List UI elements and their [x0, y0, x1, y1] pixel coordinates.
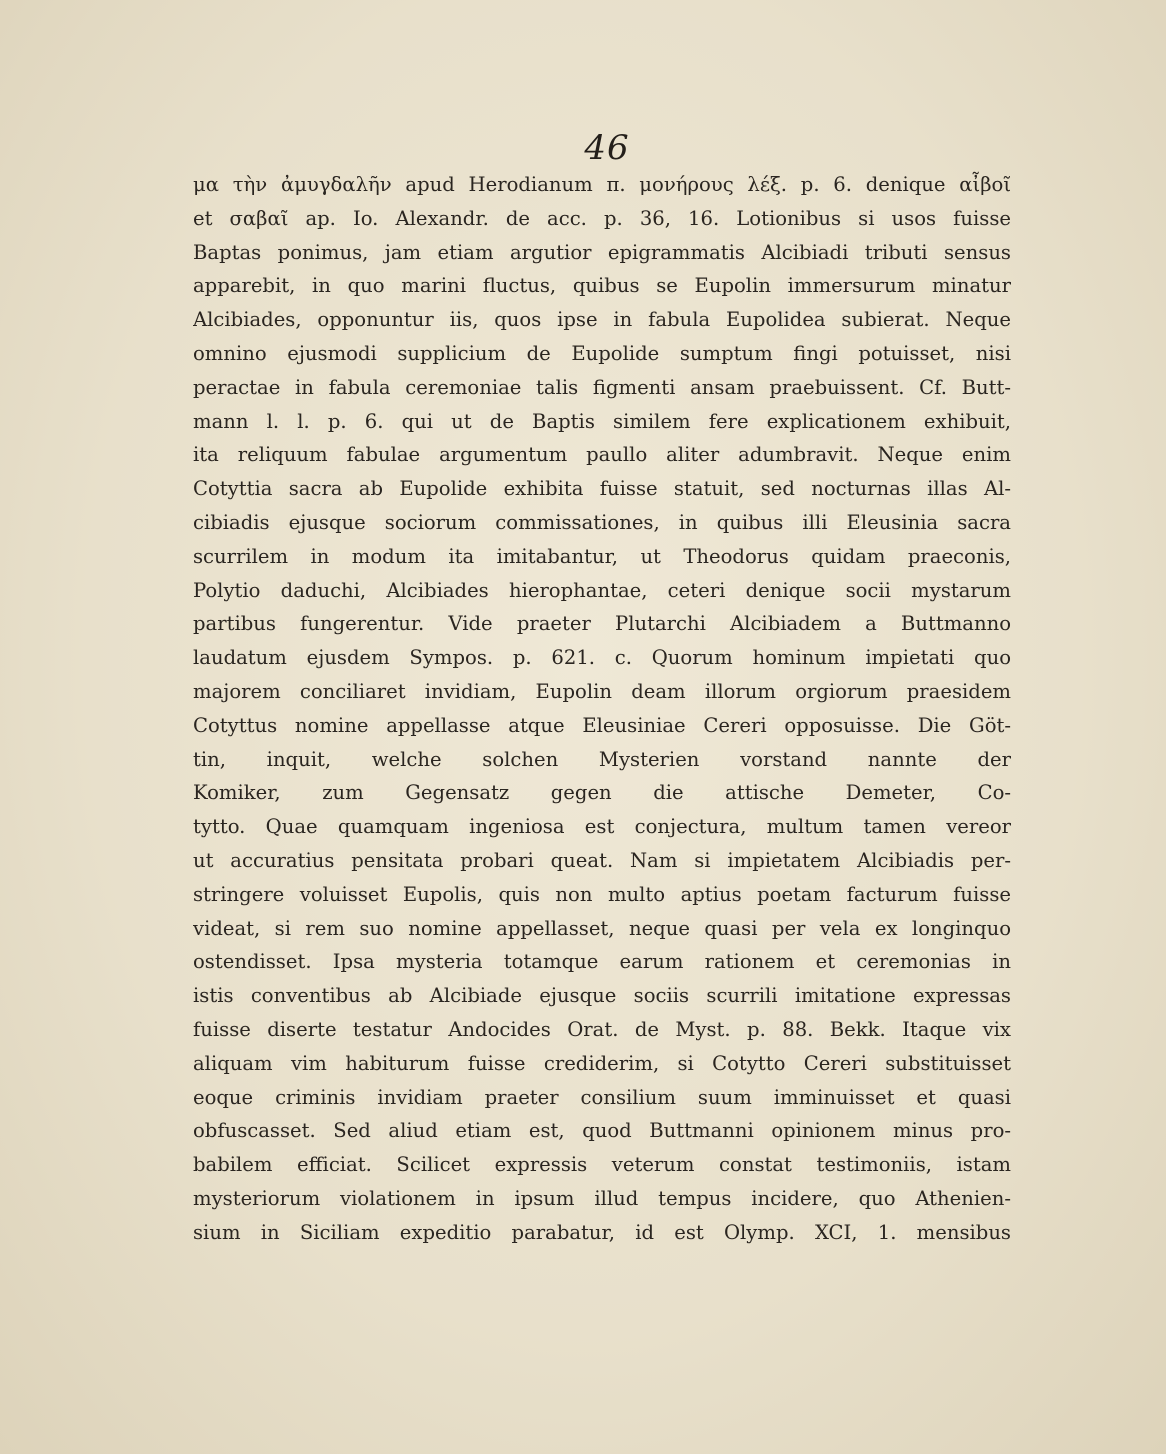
text-line: Cotyttia sacra ab Eupolide exhibita fuisse statuit, sed nocturnas illas Al-	[193, 477, 1011, 501]
text-line: mann l. l. p. 6. qui ut de Baptis similem fere explicationem exhibuit,	[193, 409, 1011, 433]
text-line: ita reliquum fabulae argumentum paullo aliter adumbravit. Neque enim	[193, 443, 1011, 467]
text-line: Komiker, zum Gegensatz gegen die attische Demeter, Co-	[193, 781, 1011, 805]
text-line: Alcibiades, opponuntur iis, quos ipse in fabula Eupolidea subierat. Neque	[193, 308, 1011, 332]
text-line: partibus fungerentur. Vide praeter Plutarchi Alcibiadem a Buttmanno	[193, 612, 1011, 636]
text-line: fuisse diserte testatur Andocides Orat. de Myst. p. 88. Bekk. Itaque vix	[193, 1017, 1011, 1041]
text-line: videat, si rem suo nomine appellasset, neque quasi per vela ex longinquo	[193, 916, 1011, 940]
text-line: Polytio daduchi, Alcibiades hierophantae, ceteri denique socii mystarum	[193, 578, 1011, 602]
text-line: sium in Siciliam expeditio parabatur, id est Olymp. XCI, 1. mensibus	[193, 1220, 1011, 1244]
text-line: ostendisset. Ipsa mysteria totamque earum rationem et ceremonias in	[193, 950, 1011, 974]
text-line: laudatum ejusdem Sympos. p. 621. c. Quorum hominum impietati quo	[193, 646, 1011, 670]
text-line: cibiadis ejusque sociorum commissationes, in quibus illi Eleusinia sacra	[193, 510, 1011, 534]
text-line: eoque criminis invidiam praeter consilium suum imminuisset et quasi	[193, 1085, 1011, 1109]
body-text	[193, 168, 1011, 1250]
text-line: mysteriorum violationem in ipsum illud tempus incidere, quo Athenien-	[193, 1186, 1011, 1210]
text-line: majorem conciliaret invidiam, Eupolin deam illorum orgiorum praesidem	[193, 679, 1011, 703]
text-line: μα τὴν ἀμυγδαλῆν apud Herodianum π. μονήρους λέξ. p. 6. denique αἶβοῖ	[193, 173, 1011, 196]
text-line: peractae in fabula ceremoniae talis figmenti ansam praebuissent. Cf. Butt-	[193, 375, 1011, 399]
text-line: et σαβαῖ ap. Io. Alexandr. de acc. p. 36, 16. Lotionibus si usos fuisse	[193, 206, 1011, 230]
text-line: istis conventibus ab Alcibiade ejusque sociis scurrili imitatione expressas	[193, 984, 1011, 1008]
text-line: obfuscasset. Sed aliud etiam est, quod Buttmanni opinionem minus pro-	[193, 1119, 1011, 1143]
text-line: apparebit, in quo marini fluctus, quibus se Eupolin immersurum minatur	[193, 274, 1011, 298]
text-line: tin, inquit, welche solchen Mysterien vorstand nannte der	[193, 747, 1011, 771]
text-line: tytto. Quae quamquam ingeniosa est conjectura, multum tamen vereor	[193, 815, 1011, 839]
page-number: 46	[584, 128, 630, 168]
text-line: ut accuratius pensitata probari queat. Nam si impietatem Alcibiadis per-	[193, 848, 1011, 872]
text-line: scurrilem in modum ita imitabantur, ut Theodorus quidam praeconis,	[193, 544, 1011, 568]
text-line: babilem efficiat. Scilicet expressis veterum constat testimoniis, istam	[193, 1153, 1011, 1177]
text-line: Baptas ponimus, jam etiam argutior epigrammatis Alcibiadi tributi sensus	[193, 240, 1011, 264]
text-line: omnino ejusmodi supplicium de Eupolide sumptum fingi potuisset, nisi	[193, 341, 1011, 365]
text-line: Cotyttus nomine appellasse atque Eleusiniae Cereri opposuisse. Die Göt-	[193, 713, 1011, 737]
text-line: aliquam vim habiturum fuisse crediderim, si Cotytto Cereri substituisset	[193, 1051, 1011, 1075]
text-line: stringere voluisset Eupolis, quis non multo aptius poetam facturum fuisse	[193, 882, 1011, 906]
